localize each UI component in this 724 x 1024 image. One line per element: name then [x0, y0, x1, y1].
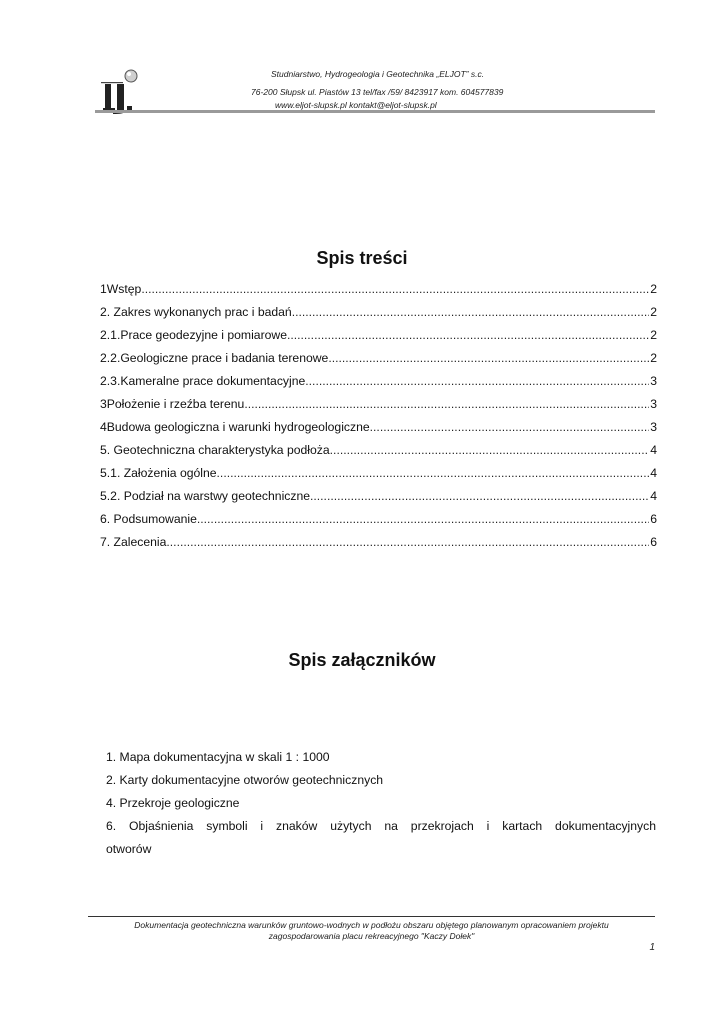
- toc-entry-label: 2. Zakres wykonanych prac i badań: [100, 305, 292, 319]
- attachments-list: [106, 746, 656, 861]
- toc-entry[interactable]: [100, 489, 657, 512]
- toc-entry-page: 2: [650, 305, 657, 319]
- toc-entry[interactable]: [100, 351, 657, 374]
- attachment-item: 2. Karty dokumentacyjne otworów geotechnicznych: [106, 773, 384, 787]
- attachment-item: 6. Objaśnienia symboli i znaków użytych na przekrojach i kartach dokumentacyjnych: [106, 819, 656, 833]
- toc-entry-label: 5.1. Założenia ogólne: [100, 466, 217, 480]
- toc-entry[interactable]: [100, 374, 657, 397]
- table-of-contents: [100, 282, 657, 558]
- company-web-contact[interactable]: www.eljot-slupsk.pl kontakt@eljot-slupsk.pl: [275, 100, 437, 110]
- toc-entry[interactable]: [100, 535, 657, 558]
- toc-leader-dots: [292, 305, 650, 319]
- toc-entry-label: 6. Podsumowanie: [100, 512, 197, 526]
- footer-line-2: zagospodarowania placu rekreacyjnego "Kaczy Dołek": [268, 931, 475, 941]
- toc-entry-page: 6: [650, 512, 657, 526]
- toc-entry[interactable]: [100, 466, 657, 489]
- attachment-item: 4. Przekroje geologiczne: [106, 796, 240, 810]
- attachment-item-continuation: otworów: [106, 842, 152, 856]
- toc-entry[interactable]: [100, 512, 657, 535]
- toc-entry[interactable]: [100, 282, 657, 305]
- toc-title: Spis treści: [316, 248, 408, 268]
- toc-entry-page: 2: [650, 328, 657, 342]
- page-footer: [88, 920, 655, 942]
- footer-divider: [88, 916, 655, 917]
- attachments-title: Spis załączników: [288, 650, 436, 670]
- attachment-item: 1. Mapa dokumentacyjna w skali 1 : 1000: [106, 750, 330, 764]
- header-divider: [95, 110, 655, 113]
- toc-entry[interactable]: [100, 420, 657, 443]
- toc-entry-page: 4: [650, 466, 657, 480]
- toc-leader-dots: [370, 420, 650, 434]
- toc-leader-dots: [330, 443, 650, 457]
- toc-entry-label: 1Wstęp: [100, 282, 142, 296]
- toc-entry-page: 3: [650, 374, 657, 388]
- toc-entry-label: 7. Zalecenia: [100, 535, 167, 549]
- toc-entry-page: 3: [650, 397, 657, 411]
- toc-entry-page: 2: [650, 282, 657, 296]
- toc-entry[interactable]: [100, 443, 657, 466]
- toc-entry-label: 4Budowa geologiczna i warunki hydrogeologiczne: [100, 420, 370, 434]
- toc-entry-label: 3Położenie i rzeźba terenu: [100, 397, 245, 411]
- company-name: Studniarstwo, Hydrogeologia i Geotechnika „ELJOT” s.c.: [271, 69, 485, 79]
- toc-entry-label: 5.2. Podział na warstwy geotechniczne: [100, 489, 311, 503]
- toc-leader-dots: [310, 489, 649, 503]
- toc-entry-page: 4: [650, 443, 657, 457]
- toc-entry-page: 3: [650, 420, 657, 434]
- toc-leader-dots: [217, 466, 650, 480]
- toc-entry-label: 2.3.Kameralne prace dokumentacyjne: [100, 374, 306, 388]
- page-header: [95, 62, 655, 114]
- toc-entry-page: 4: [650, 489, 657, 503]
- company-address: 76-200 Słupsk ul. Piastów 13 tel/fax /59/ 8423917 kom. 604577839: [251, 87, 504, 97]
- toc-leader-dots: [328, 351, 649, 365]
- toc-entry-label: 2.1.Prace geodezyjne i pomiarowe: [100, 328, 287, 342]
- toc-leader-dots: [287, 328, 649, 342]
- company-logo: [101, 68, 145, 114]
- toc-entry-label: 5. Geotechniczna charakterystyka podłoża: [100, 443, 330, 457]
- toc-leader-dots: [305, 374, 649, 388]
- page-number: 1: [649, 942, 655, 953]
- toc-entry-page: 2: [650, 351, 657, 365]
- toc-leader-dots: [244, 397, 649, 411]
- toc-entry-page: 6: [650, 535, 657, 549]
- toc-leader-dots: [197, 512, 649, 526]
- toc-entry[interactable]: [100, 305, 657, 328]
- toc-entry[interactable]: [100, 328, 657, 351]
- toc-leader-dots: [166, 535, 649, 549]
- footer-line-1: Dokumentacja geotechniczna warunków gruntowo-wodnych w podłożu obszaru objętego planowanym opracowaniem projektu: [134, 920, 609, 930]
- toc-entry-label: 2.2.Geologiczne prace i badania terenowe: [100, 351, 329, 365]
- toc-leader-dots: [141, 282, 649, 296]
- toc-entry[interactable]: [100, 397, 657, 420]
